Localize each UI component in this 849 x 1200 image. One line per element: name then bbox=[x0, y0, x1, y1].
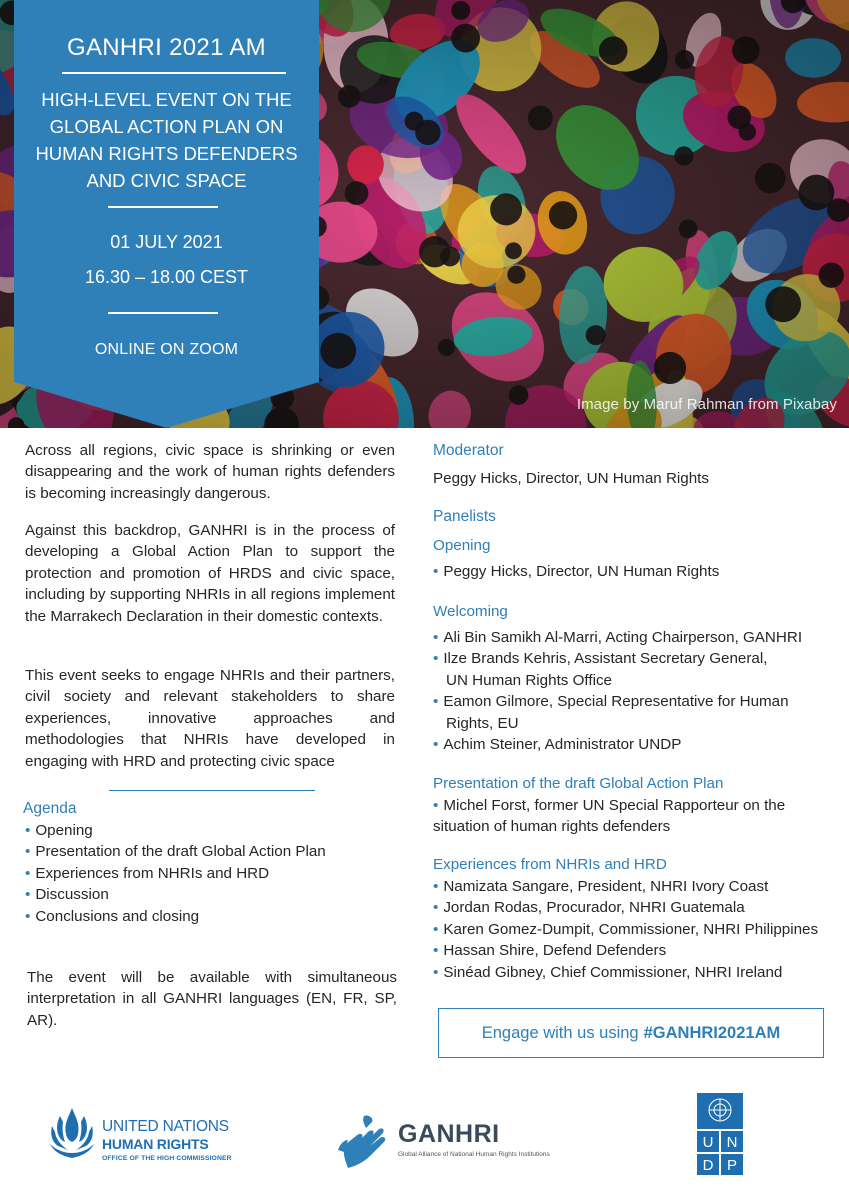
banner-divider bbox=[108, 312, 218, 314]
agenda-heading: Agenda bbox=[23, 800, 77, 817]
svg-text:N: N bbox=[726, 1134, 738, 1151]
svg-text:P: P bbox=[726, 1157, 738, 1174]
list-item: • Peggy Hicks, Director, UN Human Rights bbox=[433, 563, 720, 580]
list-item: • Opening bbox=[25, 822, 93, 839]
list-item: • Karen Gomez-Dumpit, Commissioner, NHRI Philippines bbox=[433, 920, 819, 938]
panelists-heading: Panelists bbox=[433, 508, 496, 525]
section-divider bbox=[109, 790, 315, 791]
event-subtitle: HIGH-LEVEL EVENT ON THE GLOBAL ACTION PLAN ON HUMAN RIGHTS DEFENDERS AND CIVIC SPACE bbox=[35, 89, 298, 191]
engage-text: Engage with us using bbox=[481, 1023, 639, 1042]
hashtag[interactable]: #GANHRI2021AM bbox=[643, 1023, 781, 1042]
experiences-list bbox=[433, 876, 838, 983]
intro-paragraph: Against this backdrop, GANHRI is in the process of developing a Global Action Plan to support the protection and promotion of HRDS and civic space, including by supporting NHRIs in all regions implement the Marrakech Declaration in their domestic contexts. bbox=[25, 522, 395, 625]
hand-icon bbox=[334, 1110, 394, 1170]
event-banner bbox=[14, 0, 319, 428]
svg-text:D: D bbox=[702, 1157, 714, 1174]
list-item: • Eamon Gilmore, Special Representative for Human bbox=[433, 693, 789, 711]
intro-paragraph: Across all regions, civic space is shrinking or even disappearing and the work of human rights defenders is becoming increasingly dangerous. bbox=[25, 442, 395, 502]
experiences-heading: Experiences from NHRIs and HRD bbox=[433, 856, 667, 873]
list-item: • Namizata Sangare, President, NHRI Ivory Coast bbox=[433, 878, 769, 895]
event-time: 16.30 – 18.00 CEST bbox=[84, 267, 249, 287]
interpretation-note: The event will be available with simultaneous interpretation in all GANHRI languages (EN, FR, SP, AR). bbox=[27, 969, 397, 1029]
presentation-speaker: • Michel Forst, former UN Special Rapporteur on the situation of human rights defenders bbox=[433, 797, 786, 836]
banner-divider bbox=[62, 72, 286, 74]
flame-hands-icon bbox=[46, 1104, 98, 1166]
intro-paragraph: This event seeks to engage NHRIs and their partners, civil society and relevant stakeholders to share experiences, innovative approaches and methodologies that NHRIs have developed in engaging with HRD and protecting civic space bbox=[25, 667, 395, 770]
list-item: • Discussion bbox=[25, 886, 109, 904]
un-emblem-icon bbox=[709, 1099, 731, 1121]
svg-text:U: U bbox=[702, 1134, 714, 1151]
ganhri-logo: GANHRI Global Alliance of National Human Rights Institutions bbox=[334, 1110, 574, 1172]
list-item: • Jordan Rodas, Procurador, NHRI Guatemala bbox=[433, 899, 745, 917]
list-item: • Hassan Shire, Defend Defenders bbox=[433, 942, 667, 960]
presentation-heading: Presentation of the draft Global Action Plan bbox=[433, 775, 724, 792]
banner-divider bbox=[108, 206, 218, 208]
moderator-heading: Moderator bbox=[433, 442, 504, 459]
list-item: • Ali Bin Samikh Al-Marri, Acting Chairperson, GANHRI bbox=[433, 629, 803, 646]
event-title: GANHRI 2021 AM bbox=[67, 34, 266, 61]
list-item: • Presentation of the draft Global Action Plan bbox=[25, 843, 326, 861]
moderator-name: Peggy Hicks, Director, UN Human Rights bbox=[433, 470, 709, 487]
list-item: • Ilze Brands Kehris, Assistant Secretary General, bbox=[433, 650, 768, 668]
welcoming-list bbox=[433, 627, 838, 755]
list-item-continuation: UN Human Rights Office bbox=[446, 671, 612, 689]
welcoming-heading: Welcoming bbox=[433, 603, 508, 620]
opening-heading: Opening bbox=[433, 537, 491, 554]
event-date: 01 JULY 2021 bbox=[110, 232, 223, 252]
image-credit: Image by Maruf Rahman from Pixabay bbox=[576, 396, 837, 413]
list-item: • Achim Steiner, Administrator UNDP bbox=[433, 736, 682, 754]
event-venue: ONLINE ON ZOOM bbox=[94, 341, 239, 358]
list-item-continuation: Rights, EU bbox=[446, 714, 519, 732]
un-human-rights-logo: UNITED NATIONS HUMAN RIGHTS OFFICE OF THE HIGH COMMISSIONER bbox=[46, 1104, 236, 1166]
agenda-list bbox=[25, 820, 326, 927]
undp-logo bbox=[697, 1093, 743, 1175]
engage-hashtag-box[interactable] bbox=[438, 1008, 824, 1058]
list-item: • Experiences from NHRIs and HRD bbox=[25, 864, 270, 882]
list-item: • Conclusions and closing bbox=[25, 907, 200, 925]
list-item: • Sinéad Gibney, Chief Commissioner, NHRI Ireland bbox=[433, 963, 783, 981]
